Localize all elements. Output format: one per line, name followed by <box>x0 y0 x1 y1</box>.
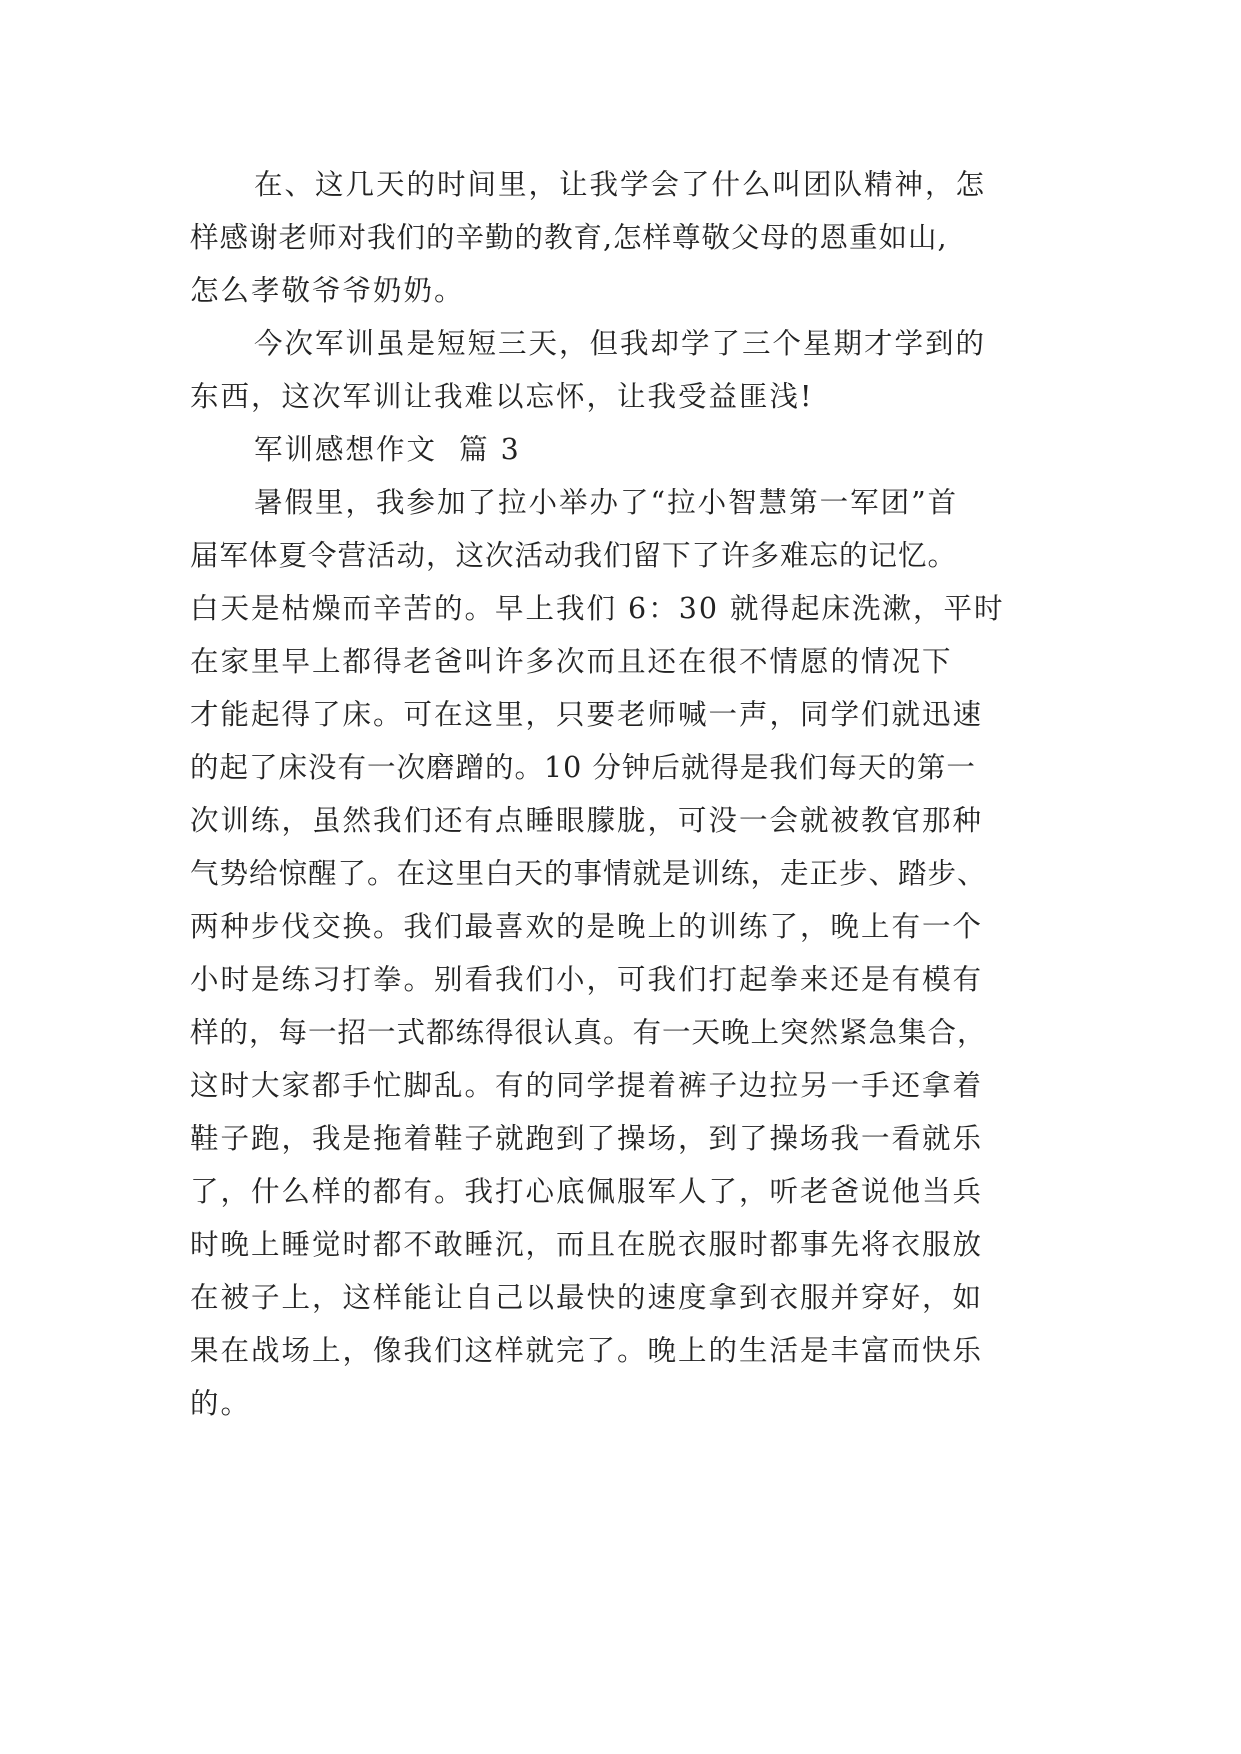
text-line: 才能起得了床。可在这里，只要老师喊一声，同学们就迅速 <box>190 698 984 731</box>
text-line: 两种步伐交换。我们最喜欢的是晚上的训练了，晚上有一个 <box>190 910 984 943</box>
section-heading: 军训感想作文 篇 3 <box>254 433 521 466</box>
text-line: 在、这几天的时间里，让我学会了什么叫团队精神，怎 <box>254 168 987 201</box>
text-line: 怎么孝敬爷爷奶奶。 <box>190 274 465 307</box>
text-line: 样的，每一招一式都练得很认真。有一天晚上突然紧急集合， <box>190 1016 987 1049</box>
text-line: 鞋子跑，我是拖着鞋子就跑到了操场，到了操场我一看就乐 <box>190 1122 984 1155</box>
text-line: 白天是枯燥而辛苦的。早上我们 6：30 就得起床洗漱，平时 <box>190 592 1005 625</box>
text-line: 气势给惊醒了。在这里白天的事情就是训练，走正步、踏步、 <box>190 857 987 890</box>
text-line: 届军体夏令营活动，这次活动我们留下了许多难忘的记忆。 <box>190 539 958 572</box>
text-line: 暑假里，我参加了拉小举办了“拉小智慧第一军团”首 <box>254 486 959 519</box>
text-line: 的。 <box>190 1387 252 1420</box>
text-line: 在家里早上都得老爸叫许多次而且还在很不情愿的情况下 <box>190 645 953 678</box>
document-body <box>190 158 1090 1430</box>
paragraph-3 <box>190 476 1090 1430</box>
text-line: 的起了床没有一次磨蹭的。10 分钟后就得是我们每天的第一 <box>190 751 976 784</box>
text-line: 时晚上睡觉时都不敢睡沉，而且在脱衣服时都事先将衣服放 <box>190 1228 984 1261</box>
text-line: 东西，这次军训让我难以忘怀，让我受益匪浅! <box>190 380 814 413</box>
paragraph-2 <box>190 317 1090 423</box>
text-line: 在被子上，这样能让自己以最快的速度拿到衣服并穿好，如 <box>190 1281 984 1314</box>
text-line: 次训练，虽然我们还有点睡眼朦胧，可没一会就被教官那种 <box>190 804 984 837</box>
text-line: 这时大家都手忙脚乱。有的同学提着裤子边拉另一手还拿着 <box>190 1069 984 1102</box>
text-line: 今次军训虽是短短三天，但我却学了三个星期才学到的 <box>254 327 987 360</box>
text-line: 了，什么样的都有。我打心底佩服军人了，听老爸说他当兵 <box>190 1175 984 1208</box>
text-line: 小时是练习打拳。别看我们小，可我们打起拳来还是有模有 <box>190 963 984 996</box>
paragraph-1 <box>190 158 1090 317</box>
text-line: 果在战场上，像我们这样就完了。晚上的生活是丰富而快乐 <box>190 1334 984 1367</box>
text-line: 样感谢老师对我们的辛勤的教育,怎样尊敬父母的恩重如山, <box>190 221 948 254</box>
